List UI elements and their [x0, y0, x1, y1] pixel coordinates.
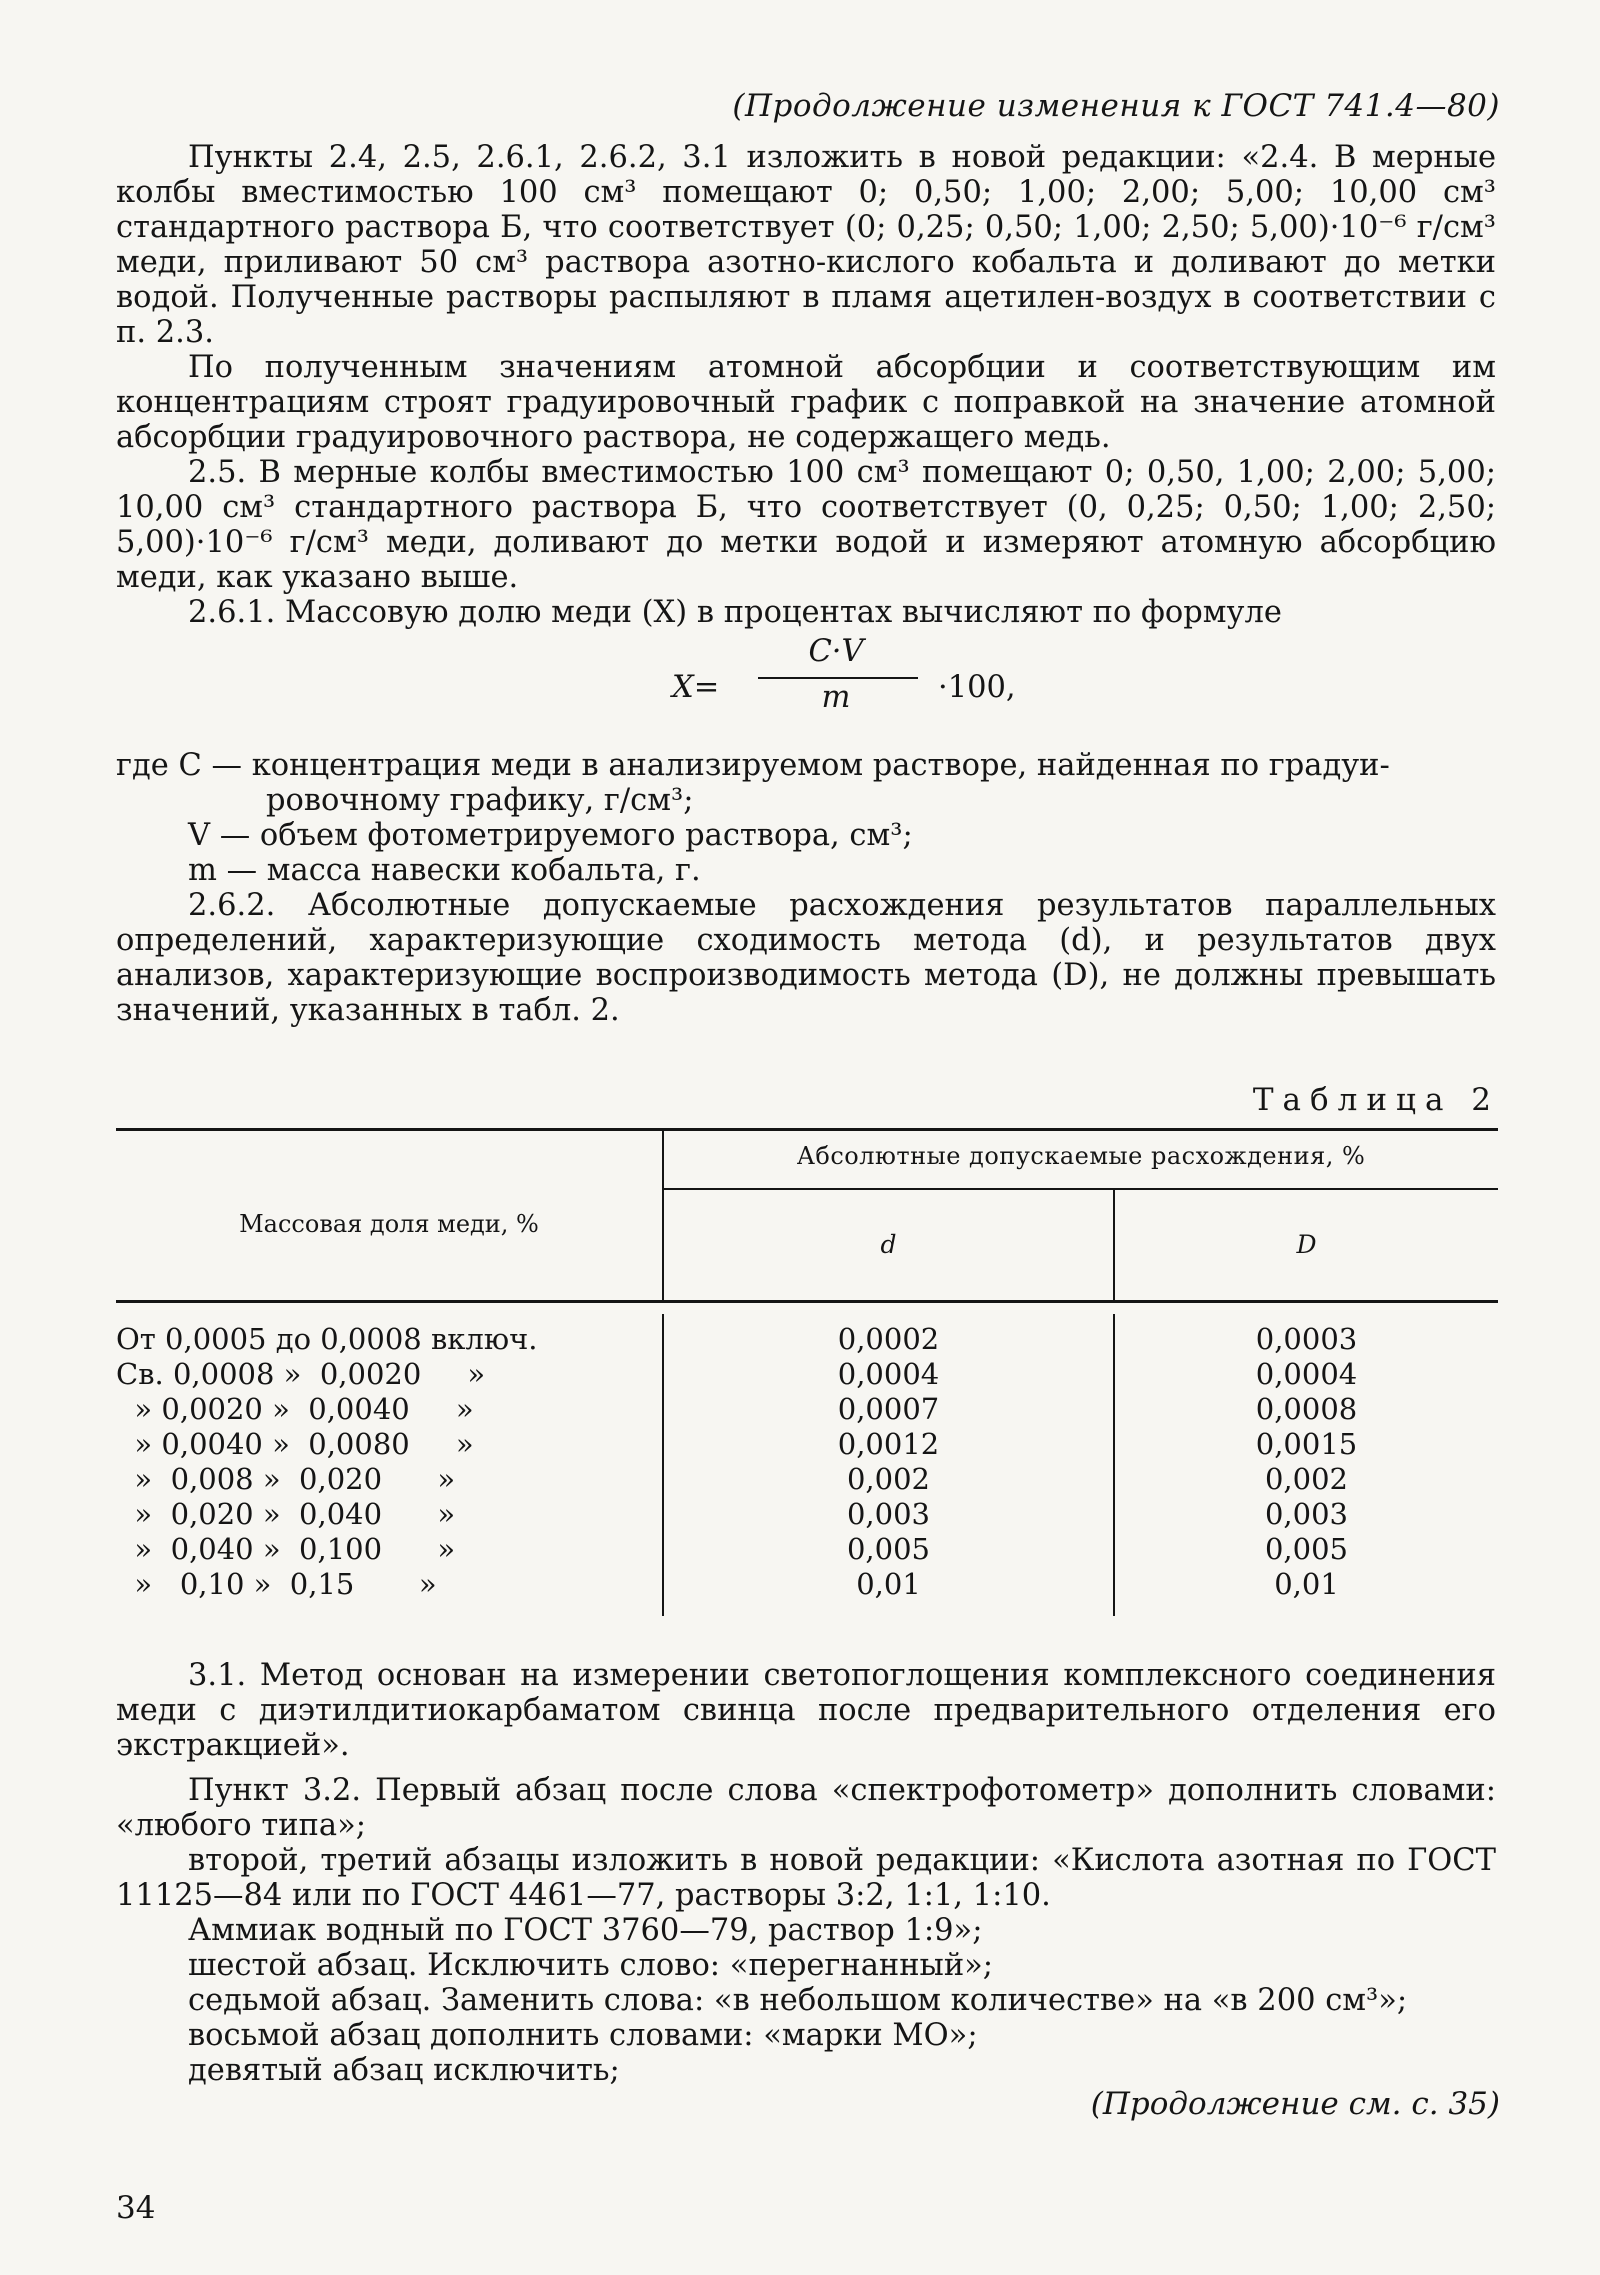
cell-mass: От 0,0005 до 0,0008 включ. — [116, 1322, 538, 1356]
paragraph-2-5: 2.5. В мерные колбы вместимостью 100 см³ помещают 0; 0,50, 1,00; 2,00; 5,00; 10,00 см³ стандартного раствора Б, что соответствует (0, 0,25; 0,50; 1,00; 2,50; 5,00)·10⁻⁶ г/см³ меди, доливают до метки водой и измеряют атомную абсорбцию меди, как указано выше. — [116, 455, 1496, 595]
table-top-rule — [116, 1128, 1498, 1131]
cell-d: 0,0004 — [837, 1357, 940, 1391]
header-d: d — [880, 1230, 897, 1259]
page-number: 34 — [116, 2190, 156, 2226]
legend-c: где C — концентрация меди в анализируемом растворе, найденная по градуи- — [116, 748, 1390, 783]
cell-d: 0,0012 — [837, 1427, 940, 1461]
formula-denominator: m — [821, 680, 851, 715]
header-abs-discrepancy: Абсолютные допускаемые расхождения, % — [796, 1142, 1366, 1170]
cell-d: 0,003 — [846, 1497, 931, 1531]
legend-c-cont: ровочному графику, г/см³; — [266, 783, 694, 818]
paragraph-eighth: восьмой абзац дополнить словами: «марки МО»; — [188, 2018, 978, 2053]
cell-d: 0,002 — [846, 1462, 931, 1496]
cell-D: 0,0015 — [1255, 1427, 1358, 1461]
cell-D: 0,005 — [1264, 1532, 1349, 1566]
paragraph-2-6-1: 2.6.1. Массовую долю меди (X) в процентах вычисляют по формуле — [188, 595, 1282, 630]
paragraph-sixth: шестой абзац. Исключить слово: «перегнанный»; — [188, 1948, 994, 1983]
paragraph-ninth: девятый абзац исключить; — [188, 2053, 620, 2088]
paragraph-second-third: второй, третий абзацы изложить в новой редакции: «Кислота азотная по ГОСТ 11125—84 или по ГОСТ 4461—77, растворы 3:2, 1:1, 1:10. — [116, 1843, 1496, 1913]
copper-fraction-formula — [116, 634, 1496, 742]
legend-m: m — масса навески кобальта, г. — [188, 853, 701, 888]
table-row — [116, 1392, 1498, 1427]
cell-mass: » 0,020 » 0,040 » — [116, 1497, 456, 1531]
secondary-text-block — [116, 1658, 1496, 2088]
cell-D: 0,0003 — [1255, 1322, 1358, 1356]
continuation-header: (Продолжение изменения к ГОСТ 741.4—80) — [732, 88, 1500, 124]
cell-d: 0,005 — [846, 1532, 931, 1566]
cell-mass: » 0,0020 » 0,0040 » — [116, 1392, 474, 1426]
table-row — [116, 1497, 1498, 1532]
cell-mass: » 0,10 » 0,15 » — [116, 1567, 437, 1601]
paragraph-3-2: Пункт 3.2. Первый абзац после слова «спектрофотометр» дополнить словами: «любого типа»; — [116, 1773, 1496, 1843]
table-body — [116, 1322, 1498, 1602]
header-D: D — [1296, 1230, 1317, 1259]
table-sub-rule — [662, 1188, 1498, 1190]
main-text-block — [116, 140, 1496, 1028]
paragraph-items-revision: Пункты 2.4, 2.5, 2.6.1, 2.6.2, 3.1 изложить в новой редакции: «2.4. В мерные колбы вместимостью 100 см³ помещают 0; 0,50; 1,00; 2,00; 5,00; 10,00 см³ стандартного раствора Б, что соответствует (0; 0,25; 0,50; 1,00; 2,50; 5,00)·10⁻⁶ г/см³ меди, приливают 50 см³ раствора азотно-кислого кобальта и доливают до метки водой. Полученные растворы распыляют в пламя ацетилен-воздух в соответствии с п. 2.3. — [116, 140, 1496, 350]
cell-D: 0,003 — [1264, 1497, 1349, 1531]
cell-D: 0,002 — [1264, 1462, 1349, 1496]
cell-mass: Св. 0,0008 » 0,0020 » — [116, 1357, 486, 1391]
cell-D: 0,0008 — [1255, 1392, 1358, 1426]
legend-v: V — объем фотометрируемого раствора, см³; — [188, 818, 913, 853]
table-row — [116, 1532, 1498, 1567]
paragraph-calibration-graph: По полученным значениям атомной абсорбции и соответствующим им концентрациям строят градуировочный график с поправкой на значение атомной абсорбции градуировочного раствора, не содержащего медь. — [116, 350, 1496, 455]
continuation-footer: (Продолжение см. с. 35) — [1090, 2086, 1500, 2122]
cell-d: 0,0007 — [837, 1392, 940, 1426]
formula-numerator: C·V — [808, 634, 864, 669]
formula-rhs: ·100, — [938, 670, 1016, 705]
table-row — [116, 1567, 1498, 1602]
paragraph-seventh: седьмой абзац. Заменить слова: «в небольшом количестве» на «в 200 см³»; — [188, 1983, 1408, 2018]
table-header-rule — [116, 1300, 1498, 1303]
table-row — [116, 1462, 1498, 1497]
paragraph-ammonia: Аммиак водный по ГОСТ 3760—79, раствор 1:9»; — [188, 1913, 983, 1948]
fraction-bar — [758, 677, 918, 679]
table-row — [116, 1357, 1498, 1392]
formula-lhs: X= — [672, 670, 720, 705]
cell-mass: » 0,040 » 0,100 » — [116, 1532, 456, 1566]
table-row — [116, 1322, 1498, 1357]
cell-D: 0,01 — [1274, 1567, 1339, 1601]
table-caption: Таблица 2 — [1252, 1082, 1500, 1118]
cell-D: 0,0004 — [1255, 1357, 1358, 1391]
header-mass-fraction: Массовая доля меди, % — [239, 1210, 539, 1238]
cell-d: 0,0002 — [837, 1322, 940, 1356]
cell-d: 0,01 — [856, 1567, 921, 1601]
cell-mass: » 0,0040 » 0,0080 » — [116, 1427, 474, 1461]
cell-mass: » 0,008 » 0,020 » — [116, 1462, 456, 1496]
paragraph-3-1: 3.1. Метод основан на измерении светопоглощения комплексного соединения меди с диэтилдитиокарбаматом свинца после предварительного отделения его экстракцией». — [116, 1658, 1496, 1763]
formula-legend — [116, 748, 1496, 888]
paragraph-2-6-2: 2.6.2. Абсолютные допускаемые расхождения результатов параллельных определений, характеризующие сходимость метода (d), и результатов двух анализов, характеризующие воспроизводимость метода (D), не должны превышать значений, указанных в табл. 2. — [116, 888, 1496, 1028]
table-row — [116, 1427, 1498, 1462]
